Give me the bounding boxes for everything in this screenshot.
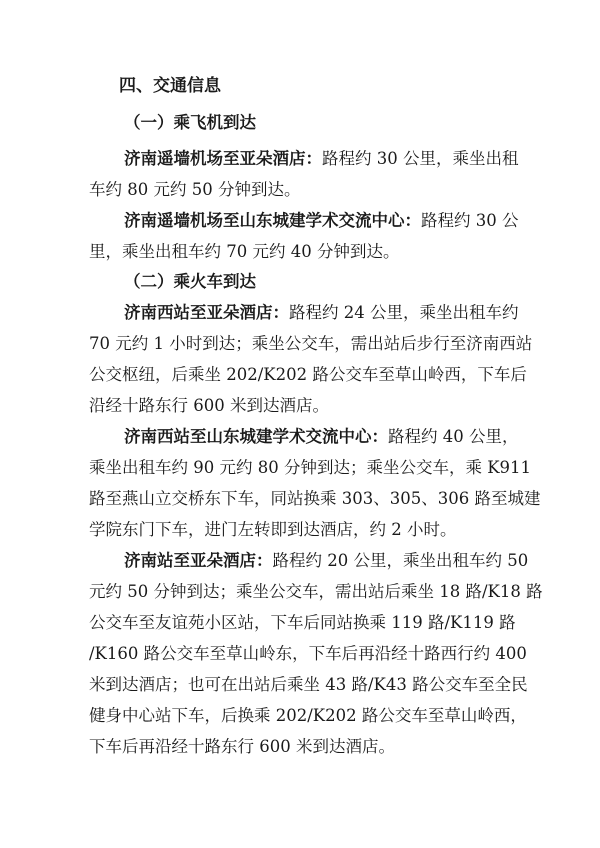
paragraph-line	[0, 427, 600, 447]
paragraph-line: 70 元约 1 小时到达；乘坐公交车，需出站后步行至济南西站	[89, 334, 533, 353]
paragraph-text: 路程约 30 公里，乘坐出租	[322, 149, 519, 168]
paragraph-line	[0, 303, 600, 323]
paragraph-line: 沿经十路东行 600 米到达酒店。	[89, 396, 329, 415]
subsection-title-train: （二）乘火车到达	[124, 272, 256, 291]
paragraph-line: 下车后再沿经十路东行 600 米到达酒店。	[89, 737, 395, 756]
paragraph-text: 路程约 40 公里，	[388, 427, 519, 446]
paragraph-line: 米到达酒店；也可在出站后乘坐 43 路/K43 路公交车至全民	[89, 675, 528, 694]
paragraph-line	[0, 211, 600, 231]
paragraph-line: 公交车至友谊苑小区站，下车后同站换乘 119 路/K119 路	[89, 613, 516, 632]
route-heading: 济南西站至山东城建学术交流中心：	[124, 427, 388, 446]
paragraph-line: 公交枢纽，后乘坐 202/K202 路公交车至草山岭西，下车后	[89, 365, 527, 384]
route-heading: 济南站至亚朵酒店：	[124, 551, 273, 570]
route-heading: 济南西站至亚朵酒店：	[124, 303, 289, 322]
paragraph-line: 路至燕山立交桥东下车，同站换乘 303、305、306 路至城建	[89, 489, 541, 508]
paragraph-line: /K160 路公交车至草山岭东，下车后再沿经十路西行约 400	[89, 644, 527, 663]
paragraph-line	[0, 149, 600, 169]
paragraph-text: 路程约 30 公	[421, 211, 519, 230]
paragraph-line: 学院东门下车，进门左转即到达酒店，约 2 小时。	[89, 520, 457, 539]
paragraph-line: 里，乘坐出租车约 70 元约 40 分钟到达。	[89, 242, 400, 261]
paragraph-text: 路程约 24 公里，乘坐出租车约	[289, 303, 519, 322]
section-title: 四、交通信息	[119, 76, 221, 96]
paragraph-line	[0, 551, 600, 571]
route-heading: 济南遥墙机场至山东城建学术交流中心：	[124, 211, 421, 230]
paragraph-text: 路程约 20 公里，乘坐出租车约 50	[272, 551, 529, 570]
paragraph-line: 健身中心站下车，后换乘 202/K202 路公交车至草山岭西，	[89, 706, 527, 725]
paragraph-line: 车约 80 元约 50 分钟到达。	[89, 180, 301, 199]
paragraph-line: 乘坐出租车约 90 元约 80 分钟到达；乘坐公交车，乘 K911	[89, 458, 532, 477]
subsection-title-air: （一）乘飞机到达	[124, 113, 256, 132]
route-heading: 济南遥墙机场至亚朵酒店：	[124, 149, 322, 168]
paragraph-line: 元约 50 分钟到达；乘坐公交车，需出站后乘坐 18 路/K18 路	[89, 582, 543, 601]
